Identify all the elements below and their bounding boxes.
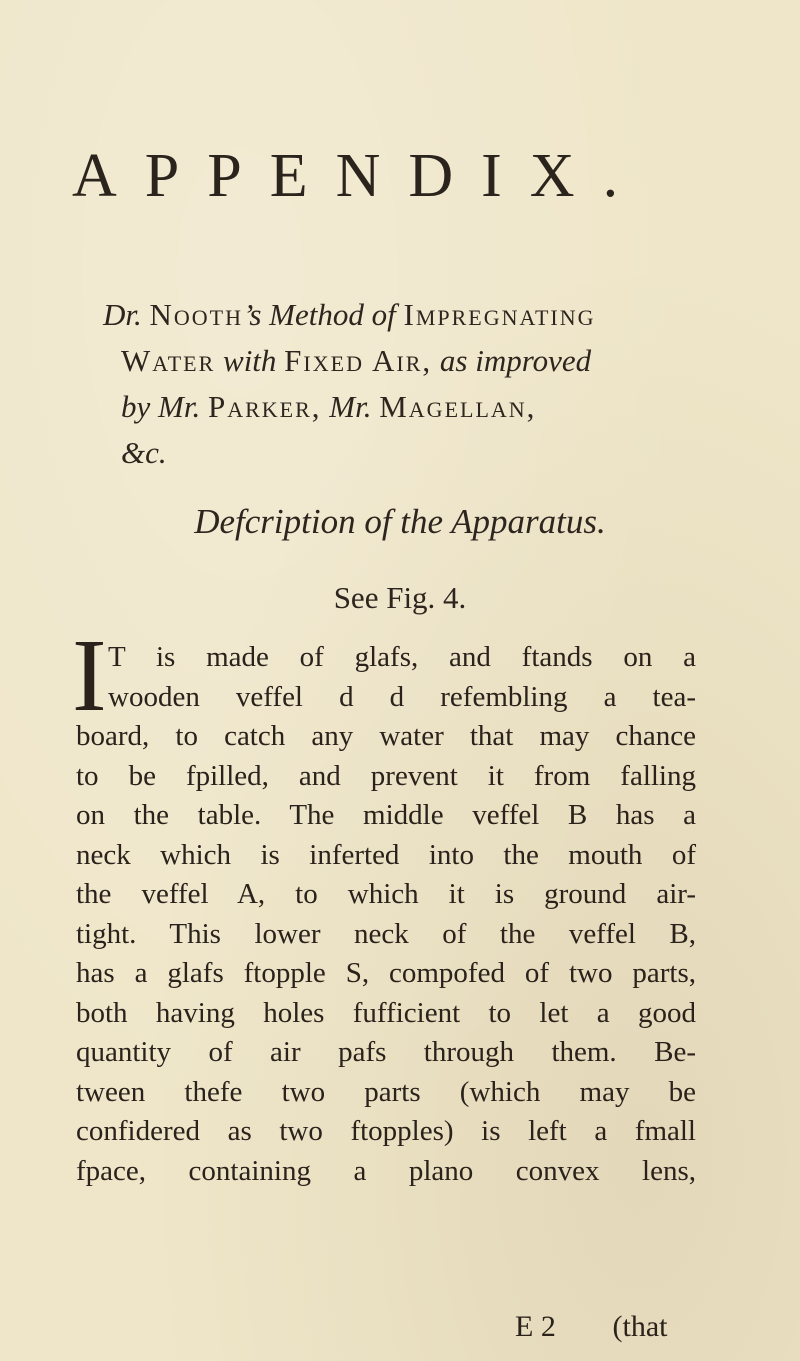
body-line-9: has a glafs ftopple S, compofed of two parts, <box>76 957 696 989</box>
title-method: Method <box>269 297 364 332</box>
title-line-1 <box>103 292 693 338</box>
body-line-4: to be fpilled, and prevent it from falling <box>76 759 696 792</box>
title-by: by <box>121 389 151 424</box>
title-improved: improved <box>475 343 592 378</box>
title-parker: Parker, <box>207 389 322 424</box>
title-block <box>103 292 693 476</box>
title-mr-2: Mr. <box>329 389 372 424</box>
body-line-5: on the table. The middle veffel B has a <box>76 799 696 831</box>
title-possessive: ’s <box>243 297 262 332</box>
body-line-10: both having holes fufficient to let a good <box>76 996 696 1029</box>
title-water: Water <box>121 343 216 378</box>
page-footer <box>515 1312 725 1342</box>
body-line-6: neck which is inferted into the mouth of <box>76 838 696 871</box>
title-mr-1: Mr. <box>158 389 201 424</box>
title-dr: Dr. <box>103 297 142 332</box>
title-impregnating: Impregnating <box>403 297 596 332</box>
title-fixed-air: Fixed Air, <box>284 343 433 378</box>
body-line-8: tight. This lower neck of the veffel B, <box>76 917 696 950</box>
title-line-3 <box>103 384 693 430</box>
section-subheading: Defcription of the Apparatus. <box>194 502 606 541</box>
body-line-11: quantity of air pafs through them. Be- <box>76 1036 696 1068</box>
body-line-7: the veffel A, to which it is ground air- <box>76 878 696 910</box>
title-magellan: Magellan, <box>379 389 537 424</box>
drop-cap: I <box>72 618 107 733</box>
appendix-heading: APPENDIX. <box>72 142 647 210</box>
catchword: (that <box>612 1310 668 1343</box>
title-name: Nooth <box>149 297 244 332</box>
title-of: of <box>371 297 396 332</box>
body-line-12: tween thefe two parts (which may be <box>76 1075 696 1108</box>
body-line-13: confidered as two ftopples) is left a fmall <box>76 1115 696 1147</box>
title-with: with <box>223 343 277 378</box>
title-line-4: &c. <box>121 435 167 470</box>
signature-mark: E 2 <box>515 1310 556 1343</box>
body-line-3: board, to catch any water that may chance <box>76 720 696 752</box>
body-text <box>76 638 696 1191</box>
body-line-14: fpace, containing a plano convex lens, <box>76 1154 696 1187</box>
title-line-2 <box>103 338 693 384</box>
body-line-2: wooden veffel d d refembling a tea- <box>108 680 696 713</box>
body-line-1: T is made of glafs, and ftands on a <box>108 641 696 673</box>
title-as: as <box>439 343 468 378</box>
figure-reference: See Fig. 4. <box>333 580 467 615</box>
